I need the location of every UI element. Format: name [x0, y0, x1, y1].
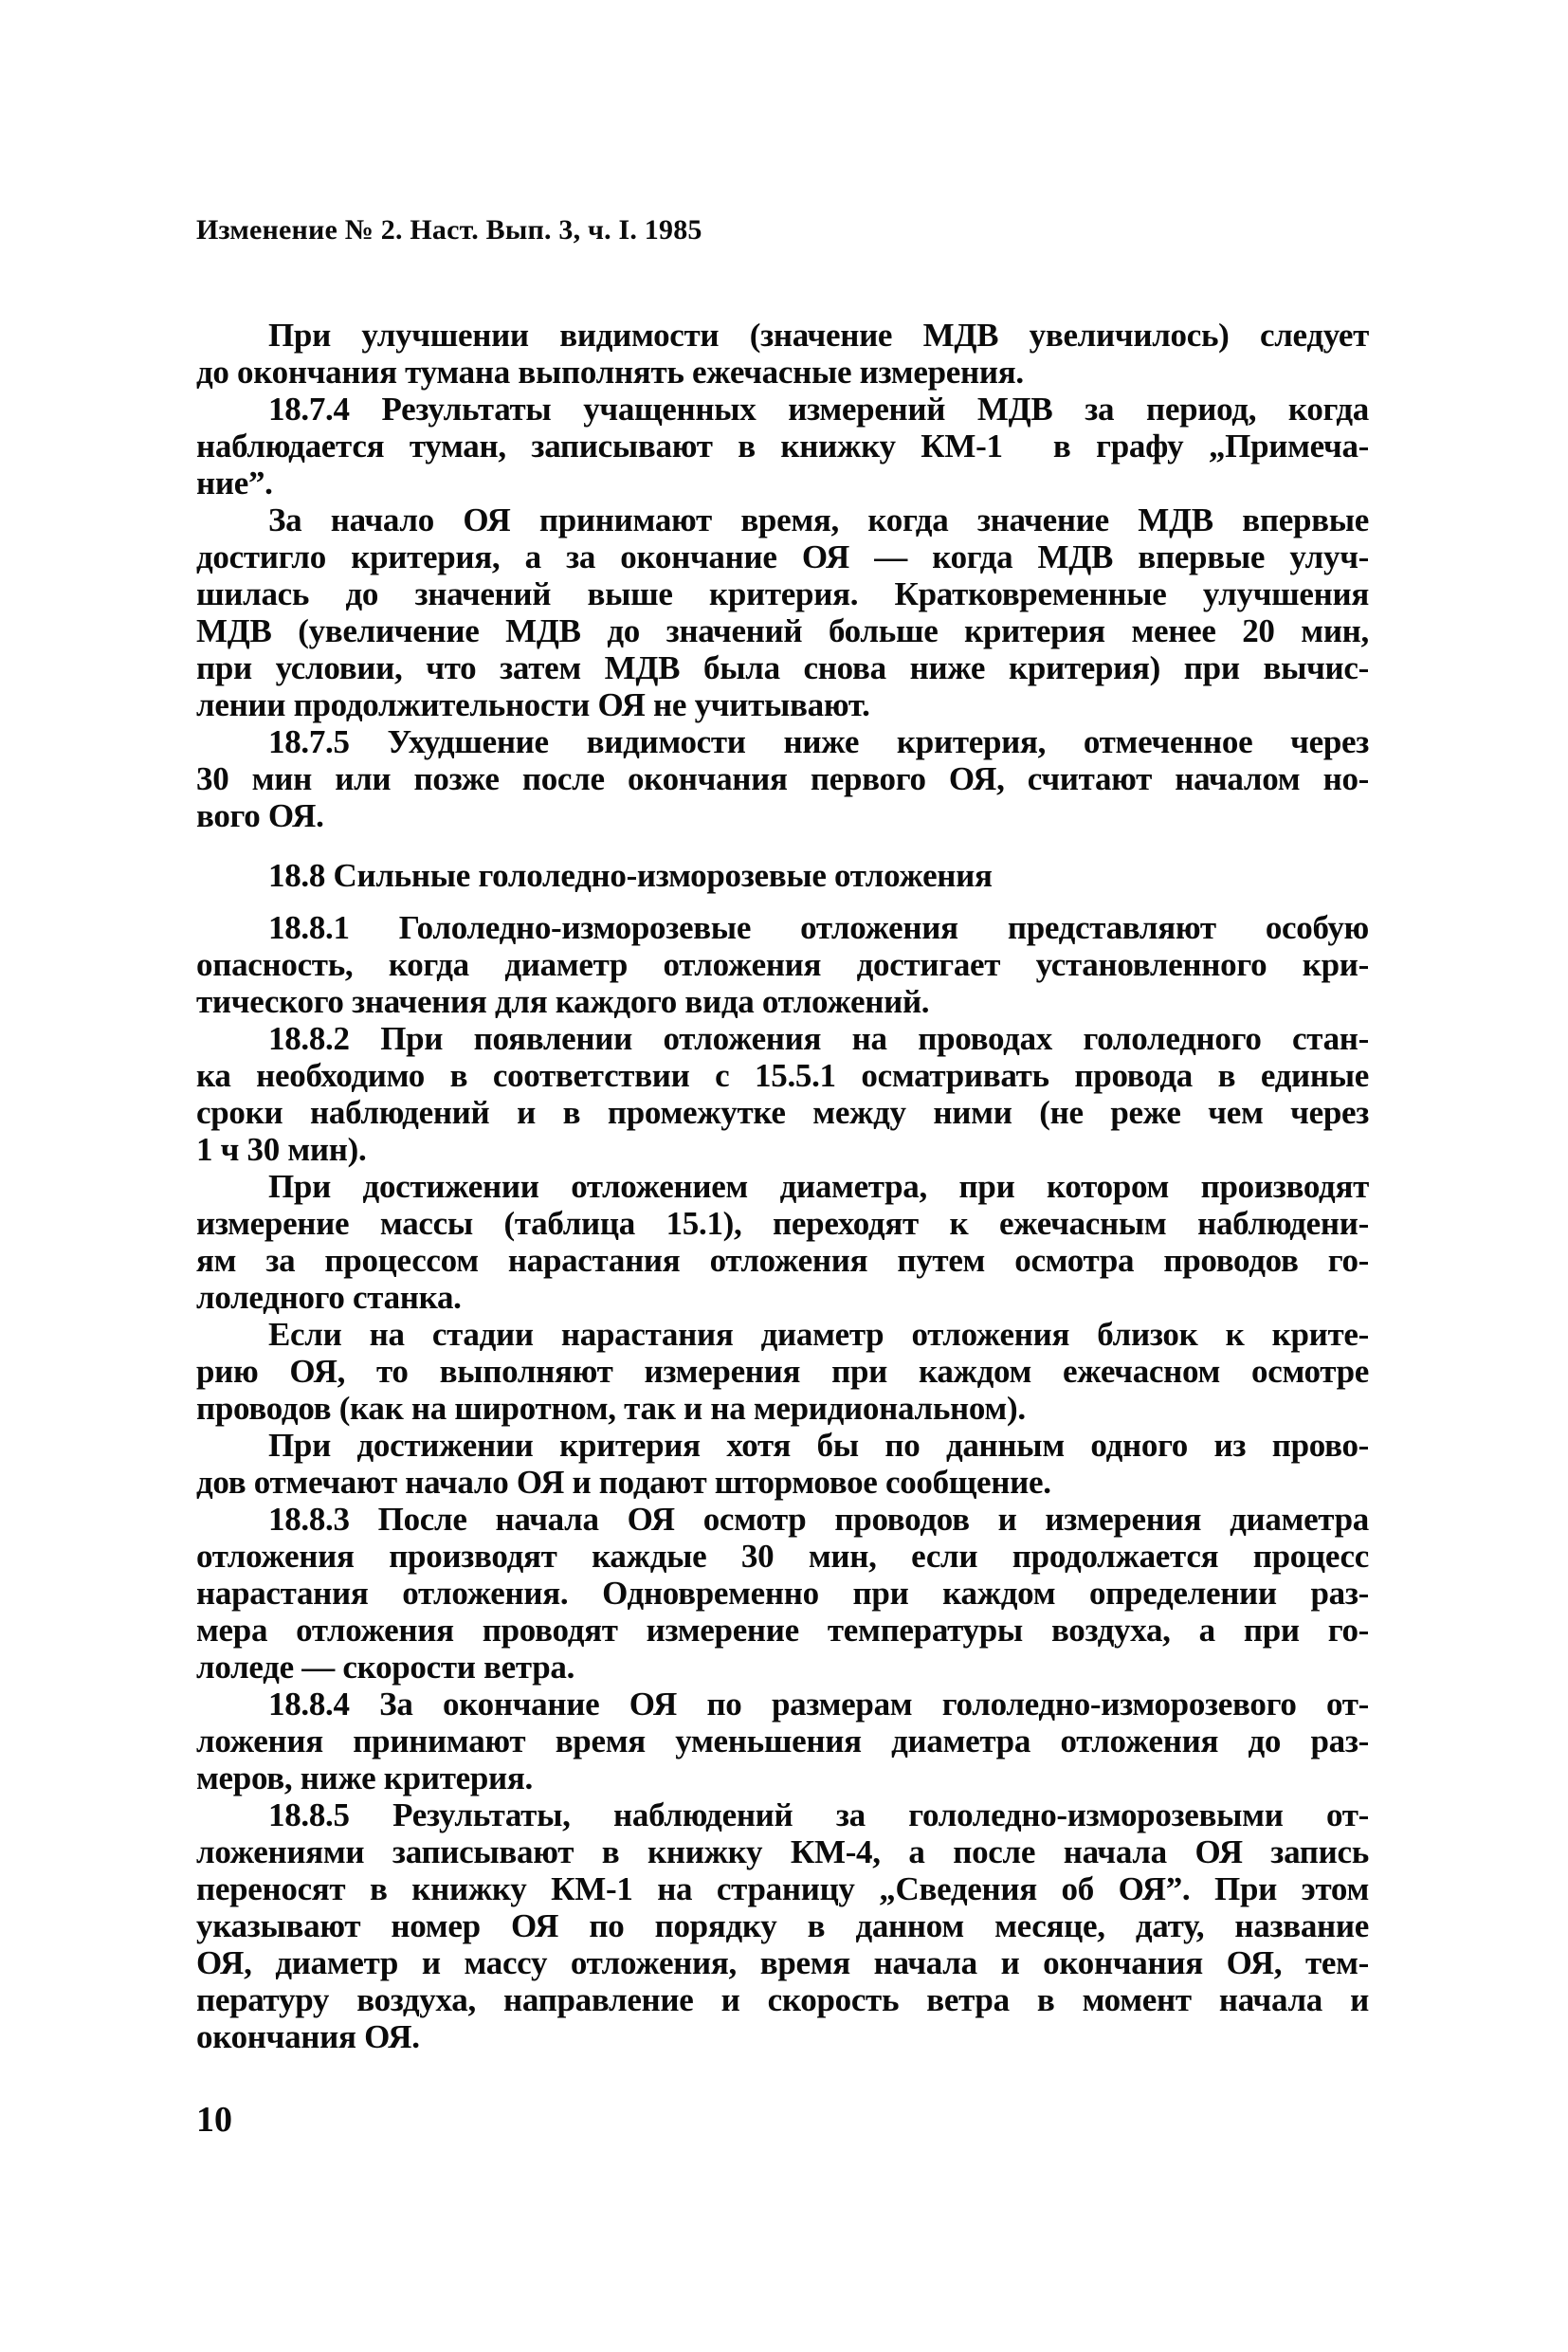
text-line: 18.8.2 При появлении отложения на проводах гололедного стан-	[268, 1020, 1369, 1057]
text-line: сроки наблюдений и в промежутке между ними (не реже чем через	[196, 1094, 1369, 1131]
text-line: ложениями записывают в книжку КМ-4, а после начала ОЯ запись	[196, 1833, 1369, 1870]
paragraph	[196, 1686, 1369, 1796]
paragraph	[196, 1796, 1369, 2055]
text-line: ям за процессом нарастания отложения путем осмотра проводов го-	[196, 1242, 1369, 1279]
text-line: опасность, когда диаметр отложения достигает установленного кри-	[196, 946, 1369, 983]
paragraph	[196, 1168, 1369, 1316]
text-line: 18.7.5 Ухудшение видимости ниже критерия, отмеченное через	[268, 723, 1369, 760]
text-line: мера отложения проводят измерение температуры воздуха, а при го-	[196, 1612, 1369, 1649]
paragraph	[196, 1427, 1369, 1501]
paragraph	[196, 391, 1369, 501]
paragraph	[196, 723, 1369, 834]
text-line: 1 ч 30 мин).	[196, 1131, 367, 1168]
paragraph	[196, 909, 1369, 1020]
page-header: Изменение № 2. Наст. Вып. 3, ч. I. 1985	[196, 214, 702, 246]
text-line: 18.8.3 После начала ОЯ осмотр проводов и измерения диаметра	[268, 1501, 1369, 1538]
text-line: При улучшении видимости (значение МДВ увеличилось) следует	[268, 317, 1369, 354]
paragraph	[196, 1316, 1369, 1427]
text-line: Если на стадии нарастания диаметр отложения близок к крите-	[268, 1316, 1369, 1353]
text-line: достигло критерия, а за окончание ОЯ — когда МДВ впервые улуч-	[196, 538, 1369, 575]
text-line: шилась до значений выше критерия. Кратковременные улучшения	[196, 575, 1369, 612]
text-line: вого ОЯ.	[196, 797, 324, 834]
section-heading: 18.8 Сильные гололедно-изморозевые отложения	[268, 857, 993, 894]
text-body	[196, 317, 1369, 2055]
paragraph	[196, 317, 1369, 391]
text-line: переносят в книжку КМ-1 на страницу „Сведения об ОЯ”. При этом	[196, 1870, 1369, 1907]
text-line: лоледе — скорости ветра.	[196, 1649, 575, 1686]
text-line: меров, ниже критерия.	[196, 1759, 533, 1796]
text-line: За начало ОЯ принимают время, когда значение МДВ впервые	[268, 501, 1369, 538]
text-line: лоледного станка.	[196, 1279, 462, 1316]
text-line: проводов (как на широтном, так и на меридиональном).	[196, 1390, 1026, 1427]
text-line: 18.8.5 Результаты, наблюдений за гололедно-изморозевыми от-	[268, 1796, 1369, 1833]
text-line: нарастания отложения. Одновременно при каждом определении раз-	[196, 1575, 1369, 1612]
text-line: 18.7.4 Результаты учащенных измерений МДВ за период, когда	[268, 391, 1369, 428]
page-number: 10	[196, 2100, 232, 2140]
text-line: 18.8.4 За окончание ОЯ по размерам гололедно-изморозевого от-	[268, 1686, 1369, 1723]
text-line: пературу воздуха, направление и скорость ветра в момент начала и	[196, 1981, 1369, 2018]
paragraph	[196, 1501, 1369, 1686]
text-line: ОЯ, диаметр и массу отложения, время начала и окончания ОЯ, тем-	[196, 1944, 1369, 1981]
text-line: При достижении критерия хотя бы по данным одного из прово-	[268, 1427, 1369, 1464]
text-line: ка необходимо в соответствии с 15.5.1 осматривать провода в единые	[196, 1057, 1369, 1094]
paragraph	[196, 1020, 1369, 1168]
text-line: При достижении отложением диаметра, при котором производят	[268, 1168, 1369, 1205]
text-line: до окончания тумана выполнять ежечасные измерения.	[196, 354, 1024, 391]
text-line: рию ОЯ, то выполняют измерения при каждом ежечасном осмотре	[196, 1353, 1369, 1390]
paragraph	[196, 501, 1369, 723]
text-line: отложения производят каждые 30 мин, если продолжается процесс	[196, 1538, 1369, 1575]
text-line: 18.8.1 Гололедно-изморозевые отложения представляют особую	[268, 909, 1369, 946]
text-line: окончания ОЯ.	[196, 2018, 420, 2055]
text-line: измерение массы (таблица 15.1), переходят к ежечасным наблюдени-	[196, 1205, 1369, 1242]
text-line: ложения принимают время уменьшения диаметра отложения до раз-	[196, 1723, 1369, 1759]
text-line: ние”.	[196, 465, 273, 501]
text-line: указывают номер ОЯ по порядку в данном месяце, дату, название	[196, 1907, 1369, 1944]
text-line: лении продолжительности ОЯ не учитывают.	[196, 686, 870, 723]
text-line: 30 мин или позже после окончания первого ОЯ, считают началом но-	[196, 760, 1369, 797]
text-line: МДВ (увеличение МДВ до значений больше критерия менее 20 мин,	[196, 612, 1369, 649]
text-line: при условии, что затем МДВ была снова ниже критерия) при вычис-	[196, 649, 1369, 686]
text-line: дов отмечают начало ОЯ и подают штормовое сообщение.	[196, 1464, 1051, 1501]
text-line: тического значения для каждого вида отложений.	[196, 983, 930, 1020]
text-line: наблюдается туман, записывают в книжку КМ-1 в графу „Примеча-	[196, 428, 1369, 465]
